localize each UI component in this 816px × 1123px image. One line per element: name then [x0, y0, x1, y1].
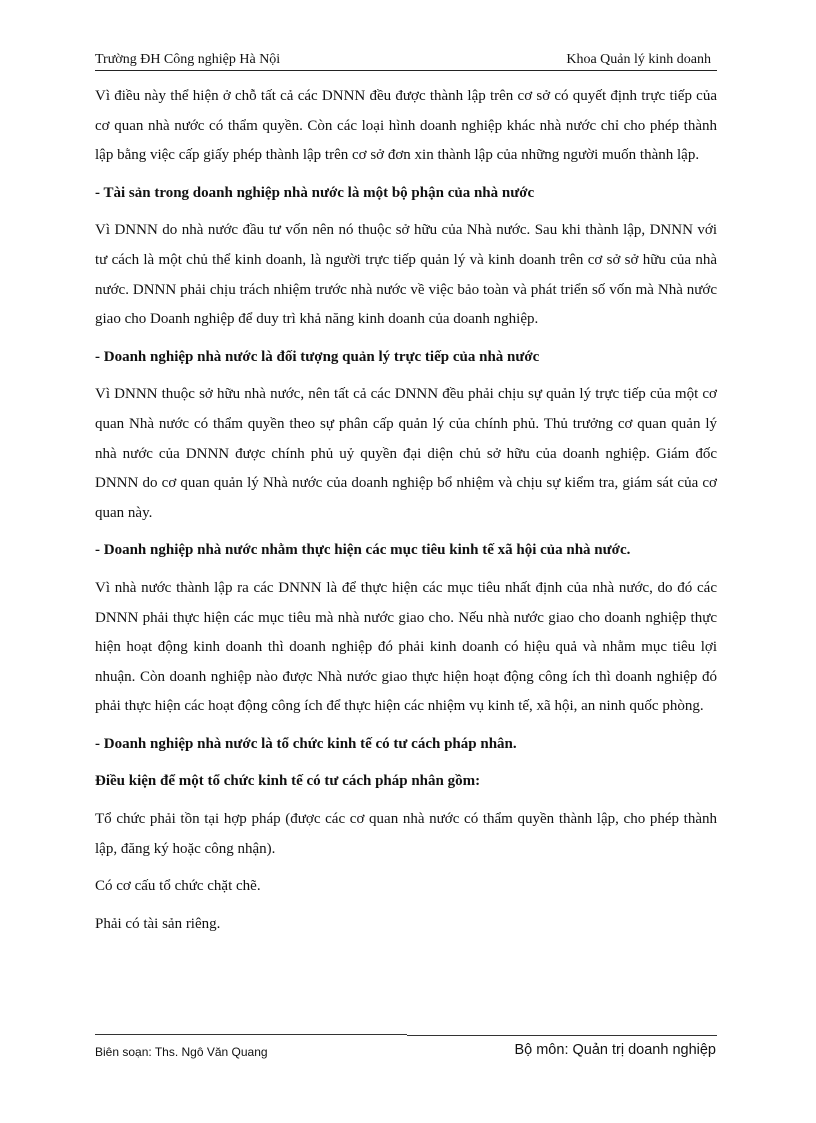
section-heading: - Tài sản trong doanh nghiệp nhà nước là một bộ phận của nhà nước [95, 184, 535, 201]
header-school: Trường ĐH Công nghiệp Hà Nội [95, 52, 281, 67]
document-body [95, 82, 717, 947]
footer-department: Bộ môn: Quản trị doanh nghiệp [514, 1042, 716, 1058]
footer-divider [407, 1035, 717, 1036]
page-header [95, 50, 717, 71]
header-faculty: Khoa Quản lý kinh doanh [566, 52, 711, 67]
section-heading: Điều kiện để một tổ chức kinh tế có tư cách pháp nhân gồm: [95, 773, 481, 790]
section-heading: - Doanh nghiệp nhà nước là tổ chức kinh tế có tư cách pháp nhân. [95, 735, 517, 752]
section-heading: - Doanh nghiệp nhà nước nhằm thực hiện các mục tiêu kinh tế xã hội của nhà nước. [95, 542, 631, 559]
paragraph: Có cơ cấu tổ chức chặt chẽ. [95, 878, 261, 895]
paragraph: Tổ chức phải tồn tại hợp pháp (được các cơ quan nhà nước có thẩm quyền thành lập, cho phép thành lập, đăng ký hoặc công nhận). [95, 811, 717, 857]
footer-author: Biên soạn: Ths. Ngô Văn Quang [95, 1045, 268, 1059]
paragraph: Phải có tài sản riêng. [95, 915, 221, 932]
paragraph: Vì DNNN thuộc sở hữu nhà nước, nên tất cả các DNNN đều phải chịu sự quản lý trực tiếp của một cơ quan Nhà nước có thẩm quyền theo sự phân cấp quản lý của chính phủ. Thủ trưởng cơ quan quản lý nhà nước của DNNN được chính phủ uỷ quyền đại diện chủ sở hữu của doanh nghiệp. Giám đốc DNNN do cơ quan quản lý Nhà nước của doanh nghiệp bổ nhiệm và chịu sự kiểm tra, giám sát của cơ quan này. [95, 386, 717, 521]
section-heading: - Doanh nghiệp nhà nước là đối tượng quản lý trực tiếp của nhà nước [95, 348, 540, 365]
paragraph: Vì nhà nước thành lập ra các DNNN là để thực hiện các mục tiêu nhất định của nhà nước, do đó các DNNN phải thực hiện các mục tiêu mà nhà nước giao cho. Nếu nhà nước giao cho doanh nghiệp thực hiện hoạt động kinh doanh thì doanh nghiệp đó phải kinh doanh có hiệu quả và nhằm mục tiêu lợi nhuận. Còn doanh nghiệp nào được Nhà nước giao thực hiện hoạt động công ích thì doanh nghiệp đó phải thực hiện các hoạt động công ích để thực hiện các nhiệm vụ kinh tế, xã hội, an ninh quốc phòng. [95, 579, 717, 715]
paragraph: Vì điều này thể hiện ở chỗ tất cả các DNNN đều được thành lập trên cơ sở có quyết định trực tiếp của cơ quan nhà nước có thẩm quyền. Còn các loại hình doanh nghiệp khác nhà nước chỉ cho phép thành lập bằng việc cấp giấy phép thành lập trên cơ sở đơn xin thành lập của những người muốn thành lập. [95, 88, 717, 164]
paragraph: Vì DNNN do nhà nước đầu tư vốn nên nó thuộc sở hữu của Nhà nước. Sau khi thành lập, DNNN với tư cách là một chủ thể kinh doanh, là người trực tiếp quản lý và kinh doanh trên cơ sở sở hữu của nhà nước. DNNN phải chịu trách nhiệm trước nhà nước về việc bảo toàn và phát triển số vốn mà Nhà nước giao cho Doanh nghiệp để duy trì khả năng kinh doanh của doanh nghiệp. [95, 222, 717, 328]
footer-divider [95, 1034, 407, 1035]
